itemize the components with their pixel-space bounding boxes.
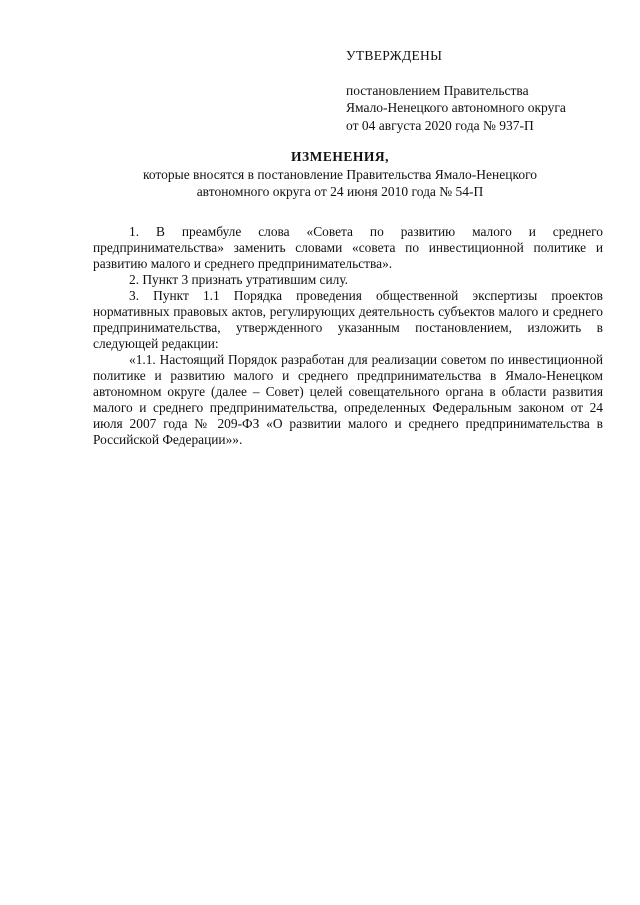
paragraph-2: 2. Пункт 3 признать утратившим силу. [129,272,349,287]
paragraph-4: «1.1. Настоящий Порядок разработан для реализации советом по инвестиционной политике и развитию малого и среднего предпринимательства в Ямало-Ненецком автономном округе (далее – Совет) целей совещательного органа в области развития малого и среднего предпринимательства, определенных Федеральным законом от 24 июля 2007 года № 209-ФЗ «О развитии малого и среднего предпринимательства в Российской Федерации»». [93,352,603,447]
approval-line: Ямало-Ненецкого автономного округа [346,100,566,115]
document-body [93,224,603,448]
approval-line: постановлением Правительства [346,82,529,98]
document-subtitle-line: которые вносятся в постановление Правительства Ямало-Ненецкого [142,166,538,182]
approval-heading: УТВЕРЖДЕНЫ [346,48,443,63]
approval-line: от 04 августа 2020 года № 937-П [346,117,534,133]
paragraph-3: 3. Пункт 1.1 Порядка проведения общественной экспертизы проектов нормативных правовых актов, регулирующих деятельность субъектов малого и среднего предпринимательства, утвержденного указанным постановлением, изложить в следующей редакции: [93,288,603,351]
approval-stamp [346,47,616,134]
paragraph-1: 1. В преамбуле слова «Совета по развитию малого и среднего предпринимательства» заменить словами «совета по инвестиционной политике и развитию малого и среднего предпринимательства». [93,224,603,271]
document-title-block [60,148,620,201]
document-title: ИЗМЕНЕНИЯ, [290,149,389,164]
document-subtitle-line: автономного округа от 24 июня 2010 года № 54-П [196,184,484,199]
